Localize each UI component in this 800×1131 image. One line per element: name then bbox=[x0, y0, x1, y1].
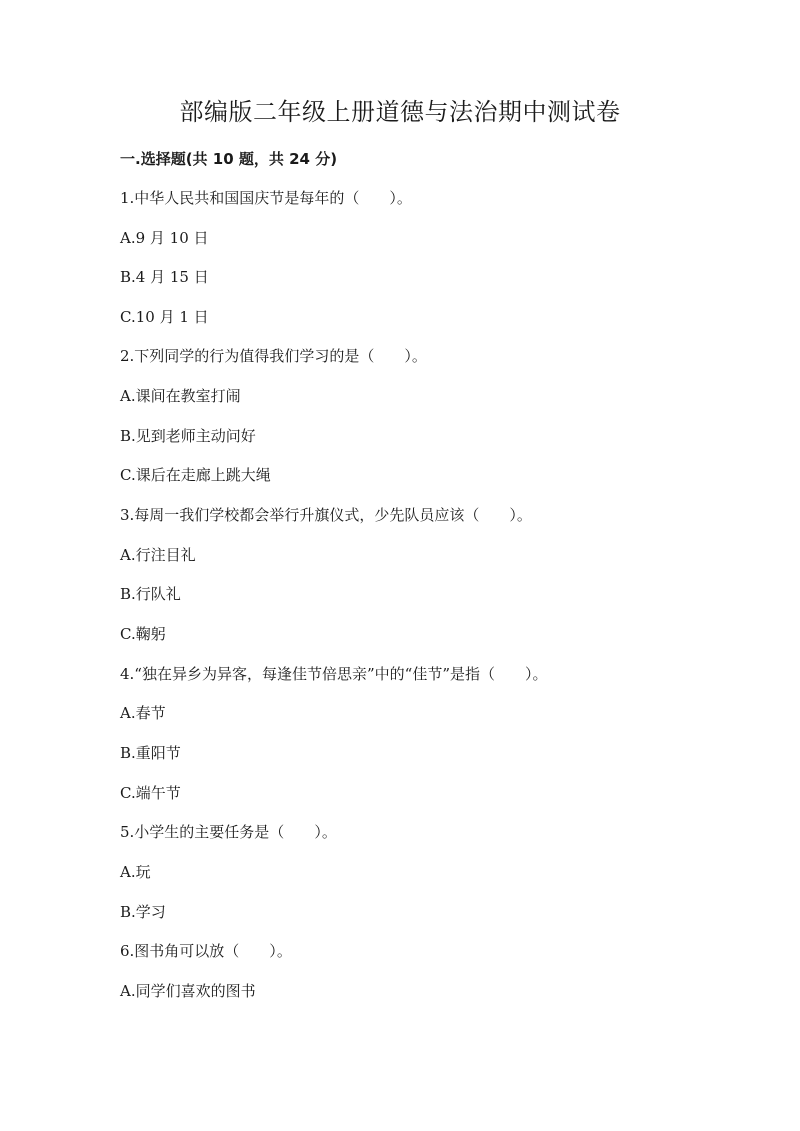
question-5-option-a: A.玩 bbox=[120, 863, 151, 881]
question-2-option-c: C.课后在走廊上跳大绳 bbox=[120, 466, 271, 484]
question-1-option-a: A.9 月 10 日 bbox=[120, 229, 209, 247]
question-6-option-a: A.同学们喜欢的图书 bbox=[120, 982, 256, 1000]
question-4-option-a: A.春节 bbox=[120, 704, 166, 722]
question-2-option-a: A.课间在教室打闹 bbox=[120, 387, 241, 405]
question-6-stem: 6.图书角可以放（ ）。 bbox=[120, 942, 292, 960]
question-4-option-b: B.重阳节 bbox=[120, 744, 181, 762]
section-heading: 一.选择题(共 10 题，共 24 分) bbox=[120, 150, 338, 168]
question-4-option-c: C.端午节 bbox=[120, 784, 181, 802]
question-3-option-a: A.行注目礼 bbox=[120, 546, 196, 564]
question-3-stem: 3.每周一我们学校都会举行升旗仪式，少先队员应该（ ）。 bbox=[120, 506, 532, 524]
question-5-stem: 5.小学生的主要任务是（ ）。 bbox=[120, 823, 337, 841]
question-1-option-b: B.4 月 15 日 bbox=[120, 268, 209, 286]
question-1-option-c: C.10 月 1 日 bbox=[120, 308, 209, 326]
question-3-option-c: C.鞠躬 bbox=[120, 625, 166, 643]
question-5-option-b: B.学习 bbox=[120, 903, 166, 921]
question-4-stem: 4.“独在异乡为异客，每逢佳节倍思亲”中的“佳节”是指（ ）。 bbox=[120, 665, 548, 683]
question-1-stem: 1.中华人民共和国国庆节是每年的（ ）。 bbox=[120, 189, 412, 207]
page-title: 部编版二年级上册道德与法治期中测试卷 bbox=[179, 98, 621, 126]
question-2-option-b: B.见到老师主动问好 bbox=[120, 427, 256, 445]
question-3-option-b: B.行队礼 bbox=[120, 585, 181, 603]
question-2-stem: 2.下列同学的行为值得我们学习的是（ ）。 bbox=[120, 347, 427, 365]
